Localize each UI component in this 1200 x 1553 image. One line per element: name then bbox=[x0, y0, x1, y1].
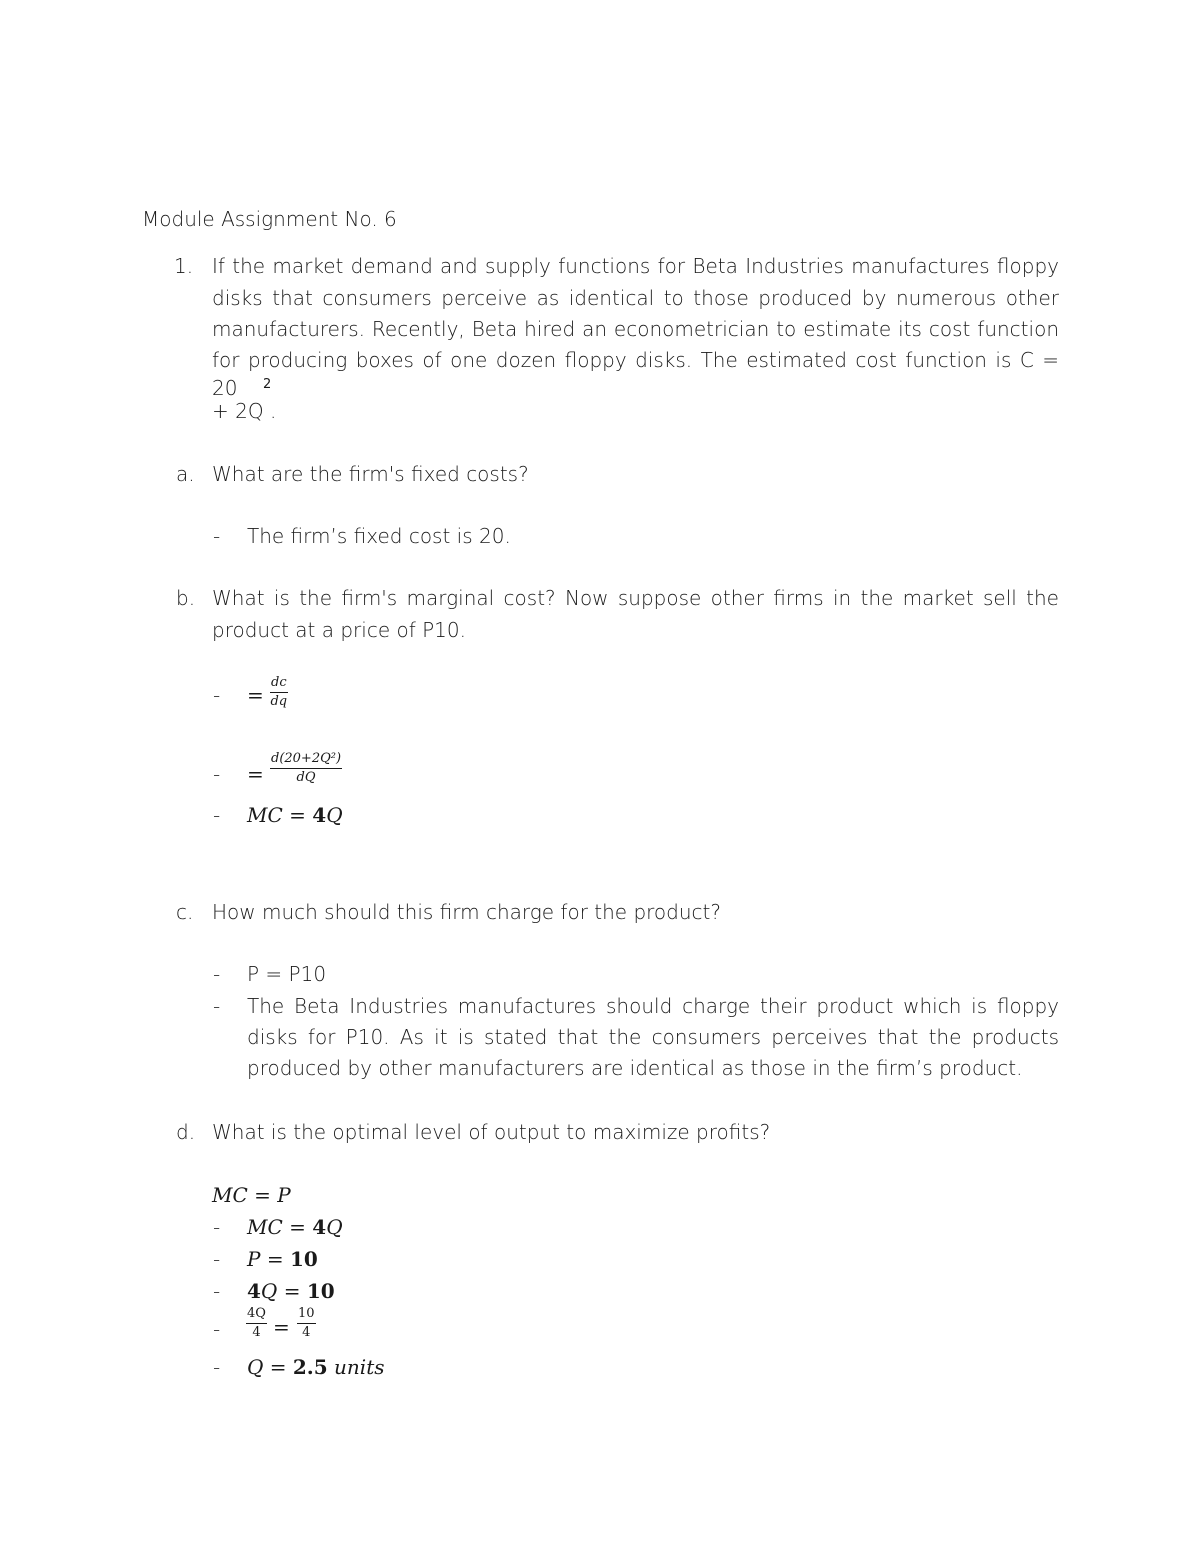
part-c-question: How much should this firm charge for the product? bbox=[212, 900, 721, 924]
equals-sign: = bbox=[273, 1315, 290, 1339]
fraction-numerator: 4Q bbox=[246, 1307, 267, 1324]
question-1-line-1: If the market demand and supply functions for Beta Industries manufactures floppy bbox=[212, 254, 1059, 278]
list-dash: - bbox=[213, 1279, 221, 1303]
fraction-dc-over-dq bbox=[270, 676, 288, 710]
eq-rhs: P bbox=[277, 1183, 291, 1207]
list-dash: - bbox=[213, 1215, 221, 1239]
list-dash: - bbox=[213, 1317, 221, 1341]
eq-equals: = bbox=[269, 1355, 287, 1379]
part-b-question-line-2: product at a price of P10. bbox=[212, 618, 466, 642]
part-b-question-line-1: What is the firm's marginal cost? Now suppose other firms in the market sell the bbox=[212, 586, 1059, 610]
question-1-line-2: disks that consumers perceive as identical to those produced by numerous other bbox=[212, 286, 1059, 310]
equation-p-10 bbox=[247, 1245, 318, 1273]
eq-coef: 4 bbox=[312, 1215, 327, 1239]
eq-equals: = bbox=[283, 1279, 301, 1303]
eq-unit: units bbox=[334, 1355, 385, 1379]
fraction-numerator: dc bbox=[270, 676, 288, 693]
equals-sign: = bbox=[247, 762, 264, 786]
question-1-number: 1. bbox=[174, 254, 194, 278]
eq-coef: 4 bbox=[247, 1279, 261, 1303]
fraction-10-over-4 bbox=[297, 1307, 316, 1341]
list-dash: - bbox=[213, 994, 221, 1018]
exponent-superscript: 2 bbox=[263, 377, 272, 392]
list-dash: - bbox=[213, 962, 221, 986]
fraction-denominator: 4 bbox=[252, 1325, 261, 1340]
equation-4q-10 bbox=[247, 1277, 335, 1305]
equation-mc-4q bbox=[247, 1213, 343, 1241]
fraction-numerator: 10 bbox=[297, 1307, 316, 1324]
eq-coef: 4 bbox=[312, 803, 327, 827]
part-c-label: c. bbox=[176, 900, 194, 924]
equals-sign: = bbox=[247, 683, 264, 707]
eq-rhs: 2.5 bbox=[292, 1355, 328, 1379]
part-c-answer-2-line-2: disks for P10. As it is stated that the consumers perceives that the products bbox=[247, 1025, 1059, 1049]
list-dash: - bbox=[213, 683, 221, 707]
fraction-denominator: 4 bbox=[302, 1325, 311, 1340]
document-title: Module Assignment No. 6 bbox=[142, 207, 397, 231]
list-dash: - bbox=[213, 762, 221, 786]
equation-mc-equals-p bbox=[212, 1181, 291, 1209]
list-dash: - bbox=[213, 803, 221, 827]
part-c-answer-2-line-3: produced by other manufacturers are identical as those in the firm’s product. bbox=[247, 1056, 1023, 1080]
fraction-denominator: dQ bbox=[296, 770, 316, 785]
part-c-answer-2-line-1: The Beta Industries manufactures should charge their product which is floppy bbox=[247, 994, 1059, 1018]
equation-mc-4q bbox=[247, 801, 343, 829]
eq-equals: = bbox=[289, 803, 306, 827]
question-1-last-line: + 2Q . bbox=[212, 399, 277, 423]
fraction-denominator: dq bbox=[270, 694, 288, 709]
part-a-answer: The firm’s fixed cost is 20. bbox=[247, 524, 511, 548]
part-d-label: d. bbox=[176, 1120, 196, 1144]
part-a-label: a. bbox=[176, 462, 195, 486]
part-b-label: b. bbox=[176, 586, 196, 610]
question-1-line-3: manufacturers. Recently, Beta hired an econometrician to estimate its cost function bbox=[212, 317, 1059, 341]
eq-var: Q bbox=[326, 803, 343, 827]
fraction-numerator: d(20+2Q²) bbox=[270, 752, 342, 769]
eq-lhs: MC bbox=[247, 803, 283, 827]
fraction-4q-over-4 bbox=[246, 1307, 267, 1341]
eq-lhs: MC bbox=[247, 1215, 283, 1239]
eq-rhs: 10 bbox=[306, 1279, 335, 1303]
part-d-question: What is the optimal level of output to maximize profits? bbox=[212, 1120, 771, 1144]
equation-q-result bbox=[247, 1353, 385, 1381]
list-dash: - bbox=[213, 1355, 221, 1379]
eq-var: Q bbox=[326, 1215, 343, 1239]
eq-lhs: MC bbox=[212, 1183, 248, 1207]
list-dash: - bbox=[213, 1247, 221, 1271]
fraction-derivative-cost bbox=[270, 752, 342, 786]
eq-equals: = bbox=[289, 1215, 306, 1239]
part-a-question: What are the firm's fixed costs? bbox=[212, 462, 529, 486]
list-dash: - bbox=[213, 524, 221, 548]
eq-rhs: 10 bbox=[289, 1247, 318, 1271]
question-1-line-4: for producing boxes of one dozen floppy disks. The estimated cost function is C = 20 bbox=[212, 348, 1059, 400]
eq-equals: = bbox=[254, 1183, 271, 1207]
eq-var: Q bbox=[260, 1279, 278, 1303]
part-c-answer-1: P = P10 bbox=[247, 962, 327, 986]
eq-equals: = bbox=[266, 1247, 284, 1271]
eq-lhs: Q bbox=[247, 1355, 264, 1379]
eq-lhs: P bbox=[247, 1247, 261, 1271]
